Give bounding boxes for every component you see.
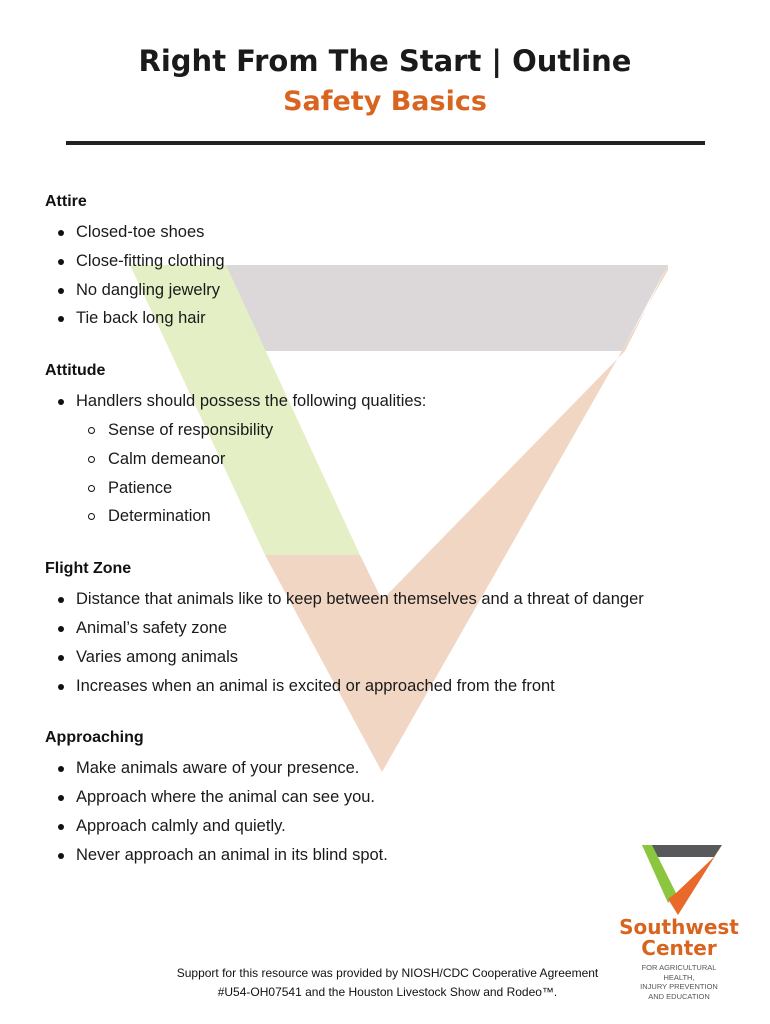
section-heading: Flight Zone xyxy=(45,560,132,578)
bullet-list xyxy=(45,218,685,333)
outline-content xyxy=(45,192,685,870)
page-subtitle: Safety Basics xyxy=(283,86,487,117)
list-item: Increases when an animal is excited or approached from the front xyxy=(45,672,685,701)
section-attitude xyxy=(45,361,685,531)
list-item: Varies among animals xyxy=(45,643,685,672)
list-item: Close-fitting clothing xyxy=(45,247,685,276)
list-item: Approach where the animal can see you. xyxy=(45,783,685,812)
list-item: Closed-toe shoes xyxy=(45,218,685,247)
footer-line: #U54-OH07541 and the Houston Livestock Show and Rodeo™. xyxy=(217,985,558,999)
logo-tagline-line: INJURY PREVENTION xyxy=(640,982,718,991)
logo-name-line: Southwest xyxy=(619,915,739,939)
section-heading: Approaching xyxy=(45,729,144,747)
list-item: No dangling jewelry xyxy=(45,276,685,305)
bullet-list xyxy=(45,585,685,700)
sub-list-item: Calm demeanor xyxy=(45,445,685,474)
sub-list-item: Patience xyxy=(45,474,685,503)
bullet-list xyxy=(45,387,685,531)
sub-list-item: Determination xyxy=(45,502,685,531)
page-title: Right From The Start | Outline xyxy=(138,44,632,78)
list-item: Approach calmly and quietly. xyxy=(45,812,685,841)
funding-acknowledgement xyxy=(135,964,640,1002)
title-divider xyxy=(66,141,705,145)
section-attire xyxy=(45,192,685,333)
section-flight-zone xyxy=(45,559,685,700)
logo-tagline xyxy=(630,963,728,1001)
list-item: Tie back long hair xyxy=(45,304,685,333)
logo-name-line: Center xyxy=(641,936,717,960)
bullet-list xyxy=(45,754,685,869)
list-item: Never approach an animal in its blind spot. xyxy=(45,841,685,870)
footer-line: Support for this resource was provided by NIOSH/CDC Cooperative Agreement xyxy=(176,966,599,980)
section-heading: Attitude xyxy=(45,362,106,380)
section-heading: Attire xyxy=(45,193,87,210)
sub-list-item: Sense of responsibility xyxy=(45,416,685,445)
southwest-center-logo-icon xyxy=(618,843,743,917)
logo-wordmark xyxy=(618,917,740,959)
logo-tagline-line: AND EDUCATION xyxy=(648,991,710,1001)
list-item: Distance that animals like to keep between themselves and a threat of danger xyxy=(45,585,685,614)
list-item: Handlers should possess the following qualities: xyxy=(45,387,685,416)
section-approaching xyxy=(45,728,685,869)
logo-tagline-line: FOR AGRICULTURAL HEALTH, xyxy=(641,963,717,982)
list-item: Animal’s safety zone xyxy=(45,614,685,643)
list-item: Make animals aware of your presence. xyxy=(45,754,685,783)
